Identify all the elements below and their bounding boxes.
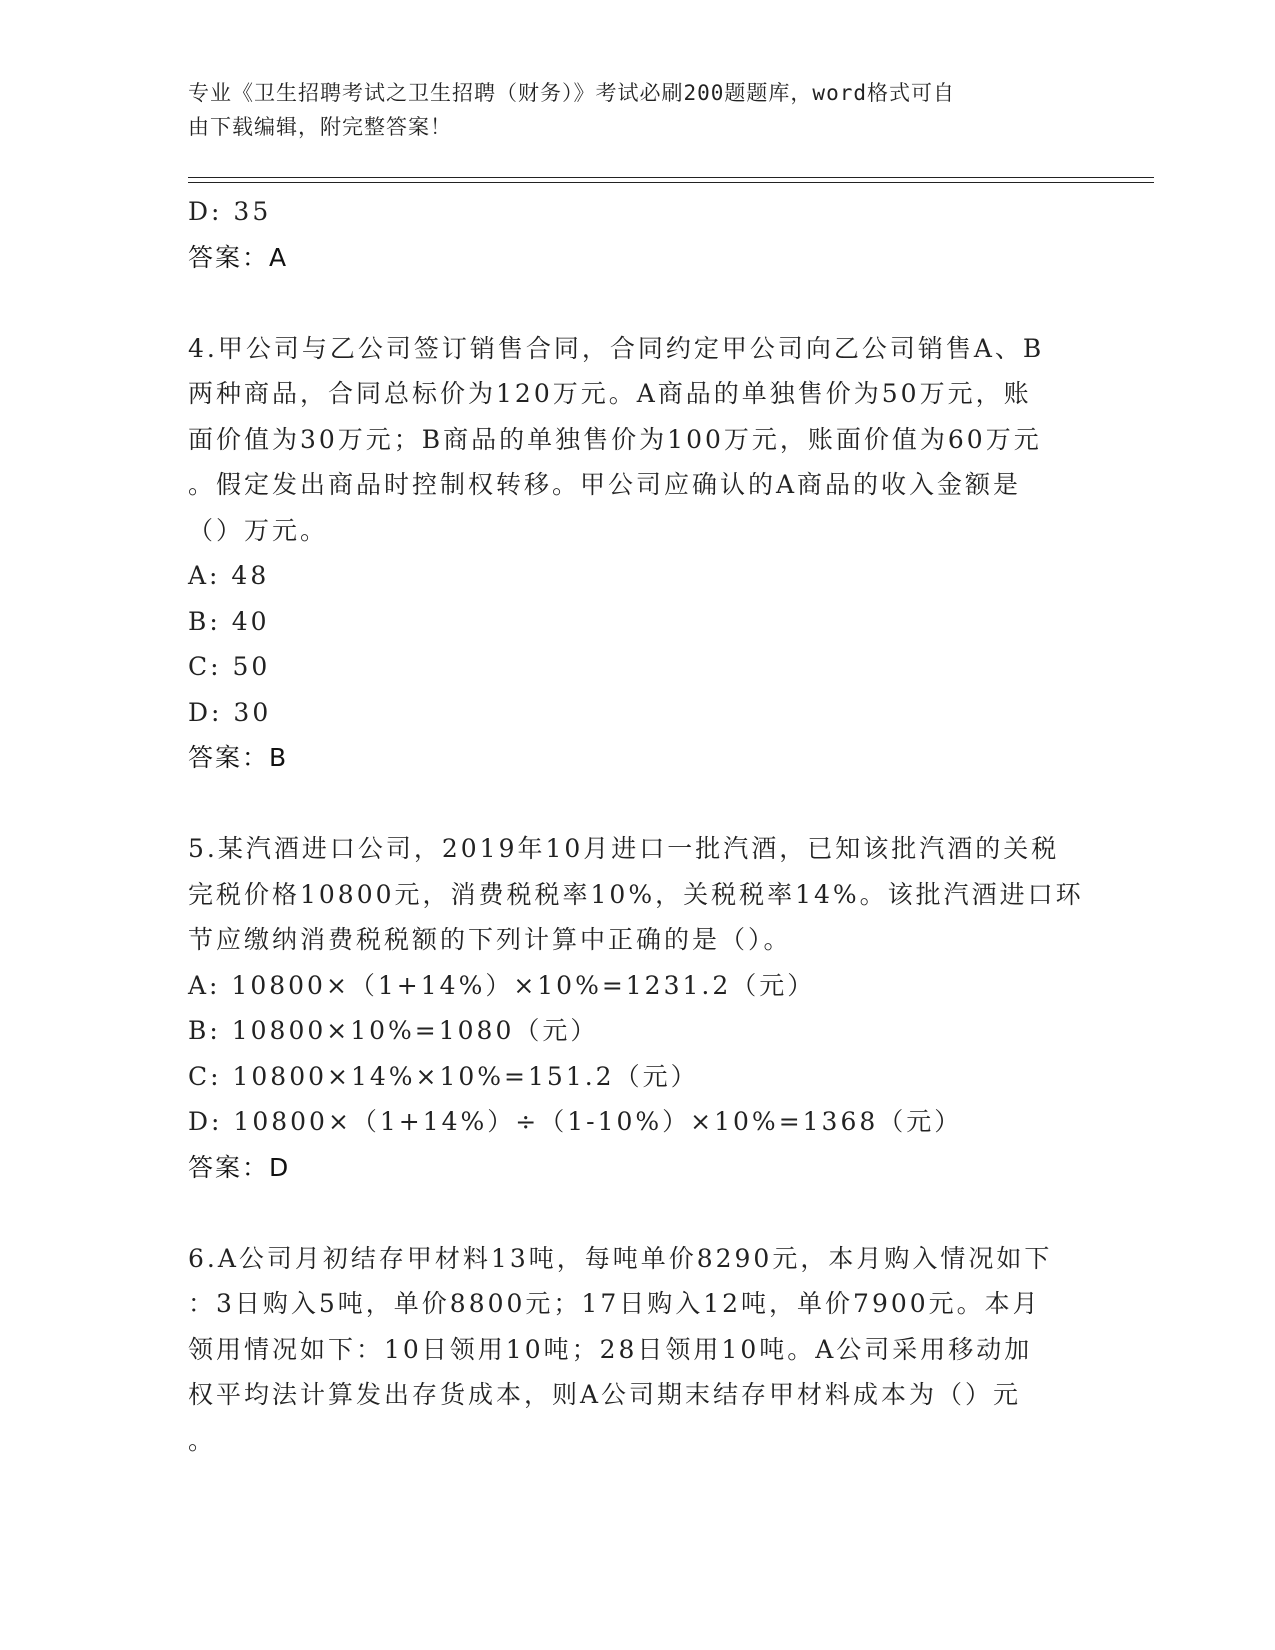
- answer-line: 答案：A: [188, 242, 289, 272]
- option-a: A: 10800×（1+14%）×10%=1231.2（元）: [188, 970, 816, 1000]
- option-a: A: 48: [188, 561, 270, 590]
- question-3-tail: [188, 189, 1088, 280]
- question-content: [188, 189, 1088, 1463]
- header-divider-top: [188, 177, 1154, 178]
- question-stem-line: 5.某汽酒进口公司，2019年10月进口一批汽酒，已知该批汽酒的关税: [188, 834, 1060, 863]
- question-stem-line: 完税价格10800元，消费税税率10%，关税税率14%。该批汽酒进口环: [188, 879, 1084, 909]
- question-stem-line: 面价值为30万元；B商品的单独售价为100万元，账面价值为60万元: [188, 424, 1042, 454]
- question-stem-line: 领用情况如下：10日领用10吨；28日领用10吨。A公司采用移动加: [188, 1334, 1033, 1364]
- question-5: [188, 826, 1088, 1190]
- question-stem-line: 。假定发出商品时控制权转移。甲公司应确认的A商品的收入金额是: [188, 470, 1022, 499]
- option-c: C: 10800×14%×10%=151.2（元）: [188, 1061, 699, 1091]
- question-stem-line: 6.A公司月初结存甲材料13吨，每吨单价8290元，本月购入情况如下: [188, 1243, 1053, 1273]
- header-divider-bottom: [188, 182, 1154, 183]
- question-stem-line: 两种商品，合同总标价为120万元。A商品的单独售价为50万元，账: [188, 379, 1032, 408]
- question-stem-line: 。: [188, 1425, 217, 1455]
- option-d: D: 35: [188, 197, 272, 226]
- spacer: [188, 781, 1088, 827]
- question-stem-line: 权平均法计算发出存货成本，则A公司期末结存甲材料成本为（）元: [188, 1380, 1022, 1409]
- question-stem-line: （）万元。: [188, 515, 329, 545]
- question-6: [188, 1236, 1088, 1464]
- spacer: [188, 280, 1088, 326]
- answer-line: 答案：D: [188, 1152, 291, 1182]
- document-header: [188, 76, 1068, 144]
- spacer: [188, 1190, 1088, 1236]
- answer-line: 答案：B: [188, 743, 289, 772]
- header-line-2: 由下载编辑，附完整答案！: [188, 115, 452, 139]
- option-b: B: 40: [188, 606, 270, 636]
- question-4: [188, 326, 1088, 781]
- option-b: B: 10800×10%=1080（元）: [188, 1016, 599, 1045]
- option-c: C: 50: [188, 652, 271, 681]
- option-d: D: 10800×（1+14%）÷（1-10%）×10%=1368（元）: [188, 1107, 963, 1136]
- option-d: D: 30: [188, 697, 272, 727]
- question-stem-line: 4.甲公司与乙公司签订销售合同，合同约定甲公司向乙公司销售A、B: [188, 333, 1045, 363]
- question-stem-line: ：3日购入5吨，单价8800元；17日购入12吨，单价7900元。本月: [188, 1289, 1041, 1318]
- header-line-1: 专业《卫生招聘考试之卫生招聘（财务）》考试必刷200题题库，word格式可自: [188, 81, 955, 105]
- question-stem-line: 节应缴纳消费税税额的下列计算中正确的是（）。: [188, 925, 792, 954]
